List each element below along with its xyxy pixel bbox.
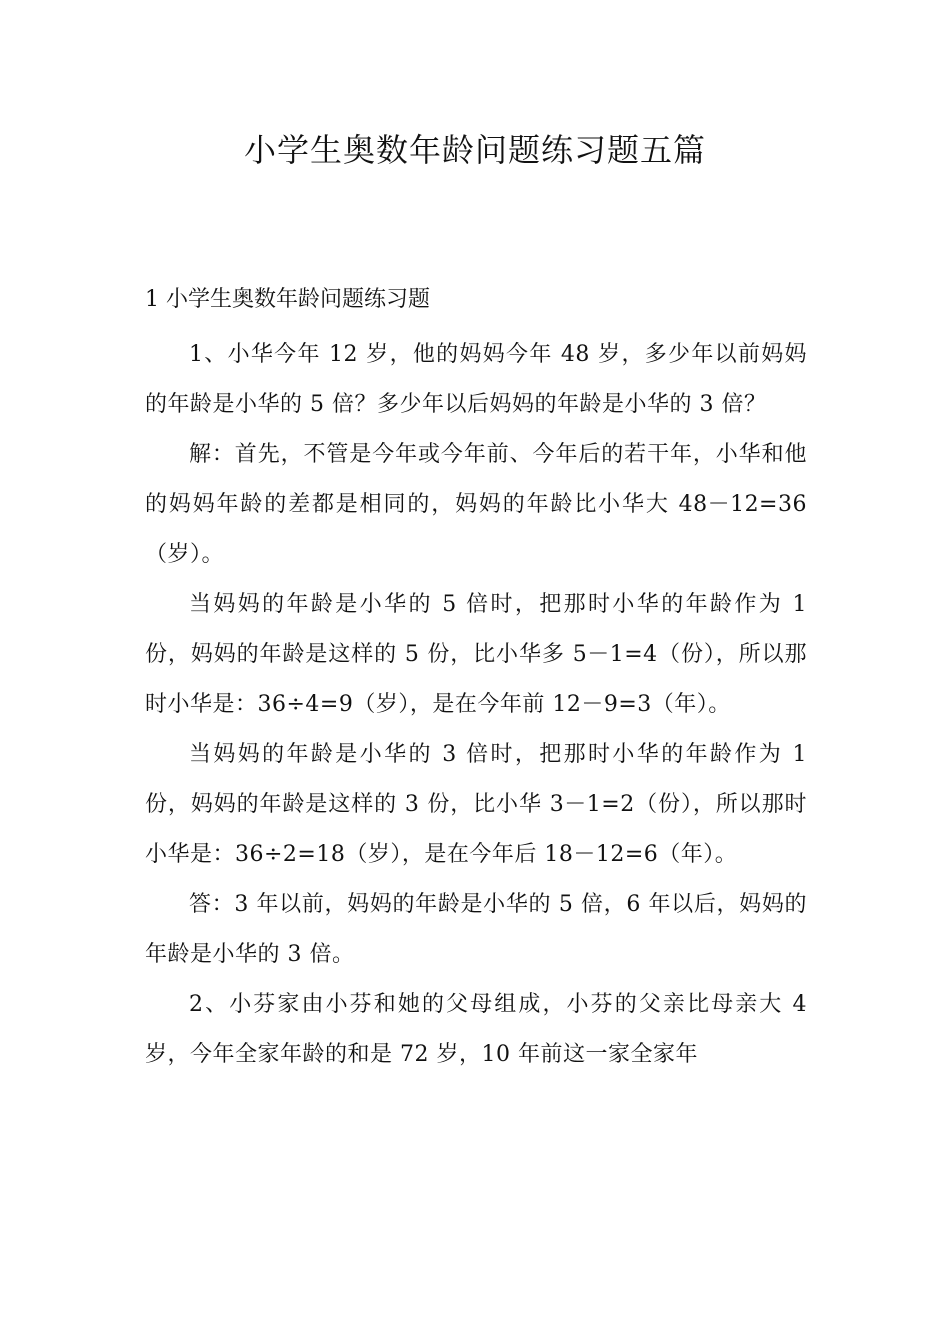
paragraph-five-times: 当妈妈的年龄是小华的 5 倍时，把那时小华的年龄作为 1 份，妈妈的年龄是这样的 5 份，比小华多 5－1=4（份），所以那时小华是：36÷4=9（岁），是在今年前 12－9=3（年）。 [145,592,807,717]
document-title: 小学生奥数年龄问题练习题五篇 [243,131,706,169]
document-body [145,330,807,1080]
section-heading: 1 小学生奥数年龄问题练习题 [145,287,430,312]
paragraph-answer-1: 答：3 年以前，妈妈的年龄是小华的 5 倍，6 年以后，妈妈的年龄是小华的 3 倍。 [145,892,807,967]
paragraph-question-1: 1、小华今年 12 岁，他的妈妈今年 48 岁，多少年以前妈妈的年龄是小华的 5 倍？多少年以后妈妈的年龄是小华的 3 倍？ [145,342,807,417]
paragraph-three-times: 当妈妈的年龄是小华的 3 倍时，把那时小华的年龄作为 1 份，妈妈的年龄是这样的 3 份，比小华 3－1=2（份），所以那时小华是：36÷2=18（岁），是在今年后 18－12=6（年）。 [145,742,807,867]
paragraph-solution-intro: 解：首先，不管是今年或今年前、今年后的若干年，小华和他的妈妈年龄的差都是相同的，妈妈的年龄比小华大 48－12=36（岁）。 [145,442,807,567]
paragraph-question-2: 2、小芬家由小芬和她的父母组成，小芬的父亲比母亲大 4 岁，今年全家年龄的和是 72 岁，10 年前这一家全家年 [145,992,807,1067]
